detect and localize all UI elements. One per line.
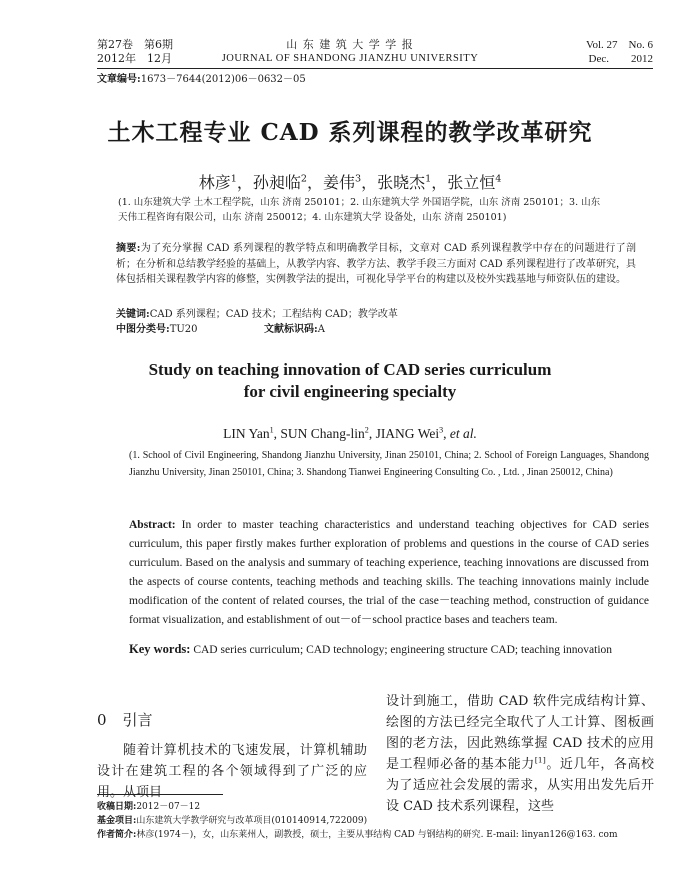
funding-text: 山东建筑大学教学研究与改革项目(010140914,722009) (136, 816, 368, 826)
intro-right-text-1: 设计到施工，借助 CAD 软件完成结构计算、绘图的方法已经完全取代了人工计算、图板画图的老方法，因此熟练掌握 CAD 技术的应用是工程师必备的基本能力 (386, 694, 654, 772)
intro-right-text-2: 。近几年，各高校为了适应社会发展的需求，从实用出发先后开设 CAD 技术系列课程，这些 (386, 757, 654, 814)
affiliations-en: (1. School of Civil Engineering, Shandong Jianzhu University, Jinan 250101, China; 2. School of Foreign Languages, Shandong Jianzhu University, Jinan 250101, China; 3. Shandong Tianwei Engineering Consulting Co. , Ltd. , Jinan 250012, China) (129, 450, 649, 478)
footnote-author-bio (97, 828, 618, 842)
volume-issue-cn: 第27卷 第6期 (97, 38, 173, 51)
author-cn-2: ，孙昶临 (236, 173, 301, 192)
date-en: Dec. 2012 (588, 53, 653, 65)
footnote-separator (97, 794, 223, 795)
article-number-value: 1673－7644(2012)06－0632－05 (140, 74, 306, 85)
date-cn: 2012年 12月 (97, 52, 172, 65)
keywords-cn-label: 关键词: (116, 309, 150, 320)
abstract-cn-label: 摘要: (116, 243, 141, 254)
article-number (97, 73, 306, 87)
author-cn-5: ，张立恒 (431, 173, 496, 192)
document-code (264, 322, 325, 337)
keywords-cn (116, 307, 398, 322)
abstract-en-text: In order to master teaching characteristics and understand teaching objectives for CAD series curriculum, this paper firstly makes further exploration of problems and questions in the course of CAD series curriculum. Based on the analysis and summary of teaching experience, teaching innovations are discussed from the aspects of course contents, teaching methods and teaching skills. The teaching innovations mainly include modification of the content of related courses, the trial of the case－teaching method, construction of guidance format visualization, and establishment of out－of－school practice bases and teachers team. (129, 519, 649, 626)
author-cn-1-sup: 1 (230, 173, 237, 185)
section-heading (97, 709, 153, 730)
title-en-line1: Study on teaching innovation of CAD series curriculum (148, 360, 552, 379)
journal-name-cn: 山 东 建 筑 大 学 学 报 (286, 38, 414, 51)
author-en-sep: , (443, 426, 450, 441)
keywords-en-text: CAD series curriculum; CAD technology; engineering structure CAD; teaching innovation (190, 644, 613, 656)
doc-code-value: A (317, 324, 325, 335)
authors-en (0, 426, 700, 442)
keywords-en-label: Key words: (129, 642, 191, 656)
section-number: 0 (97, 711, 107, 729)
footnote-received (97, 800, 200, 814)
section-title: 引言 (122, 711, 153, 729)
clc-value: TU20 (169, 324, 198, 335)
volume-issue-en: Vol. 27 No. 6 (585, 39, 653, 51)
journal-name-en: JOURNAL OF SHANDONG JIANZHU UNIVERSITY (221, 53, 479, 64)
authors-cn (0, 170, 700, 193)
author-cn-4: ，张晓杰 (361, 173, 426, 192)
header-rule (97, 68, 653, 69)
abstract-en (129, 516, 649, 630)
author-en-1: LIN Yan (223, 426, 270, 441)
classification-number (116, 322, 198, 337)
affiliations-cn-line1: (1. 山东建筑大学 土木工程学院，山东 济南 250101；2. 山东建筑大学 外国语学院，山东 济南 250101；3. 山东 (118, 197, 601, 208)
author-en-2: , SUN Chang-lin (273, 426, 365, 441)
abstract-en-label: Abstract: (129, 519, 176, 531)
article-number-label: 文章编号: (97, 74, 141, 85)
author-en-3-sup: 3 (439, 425, 444, 435)
bio-text: 林彦(1974－)，女，山东莱州人，副教授，硕士，主要从事结构 CAD 与钢结构的研究. E-mail: linyan126@163. com (136, 830, 618, 840)
author-cn-1: 林彦 (198, 173, 231, 192)
author-cn-3-sup: 3 (354, 173, 362, 185)
abstract-cn-text: 为了充分掌握 CAD 系列课程的教学特点和明确教学目标，文章对 CAD 系列课程教学中存在的问题进行了剖析；在分析和总结教学经验的基础上，从教学内容、教学方法、教学手段三方面对 CAD 系列课程进行了改革研究，具体包括相关课程教学内容的修整，实例教学法的提出，可视化导学平台的构建以及校外实践基地与师资队伍的建设。 (116, 243, 636, 285)
footnote-funding (97, 814, 367, 828)
author-cn-4-sup: 1 (425, 173, 432, 185)
doc-code-label: 文献标识码: (264, 324, 318, 335)
received-label: 收稿日期: (97, 802, 137, 812)
title-cn: 土木工程专业 CAD 系列课程的教学改革研究 (107, 119, 593, 146)
intro-paragraph-left: 随着计算机技术的飞速发展，计算机辅助设计在建筑工程的各个领域得到了广泛的应用。从项目 (97, 743, 367, 800)
intro-paragraph-right (386, 691, 654, 817)
title-en-line2: for civil engineering specialty (243, 382, 457, 401)
keywords-cn-text: CAD 系列课程；CAD 技术；工程结构 CAD；教学改革 (149, 309, 398, 320)
author-cn-5-sup: 4 (495, 173, 502, 185)
author-en-etal: et al. (449, 426, 477, 441)
received-date: 2012－07－12 (136, 802, 201, 812)
author-cn-2-sup: 2 (300, 173, 307, 185)
abstract-cn (116, 241, 636, 288)
affiliations-cn-line2: 天伟工程咨询有限公司，山东 济南 250012；4. 山东建筑大学 设备处，山东 济南 250101) (118, 212, 507, 223)
author-en-1-sup: 1 (269, 425, 274, 435)
author-cn-3: ，姜伟 (306, 173, 355, 192)
clc-label: 中图分类号: (116, 324, 170, 335)
citation-ref: [1] (534, 755, 546, 765)
funding-label: 基金项目: (97, 816, 137, 826)
author-en-3: , JIANG Wei (368, 426, 440, 441)
keywords-en (129, 640, 649, 660)
bio-label: 作者简介: (97, 830, 137, 840)
author-en-2-sup: 2 (364, 425, 369, 435)
